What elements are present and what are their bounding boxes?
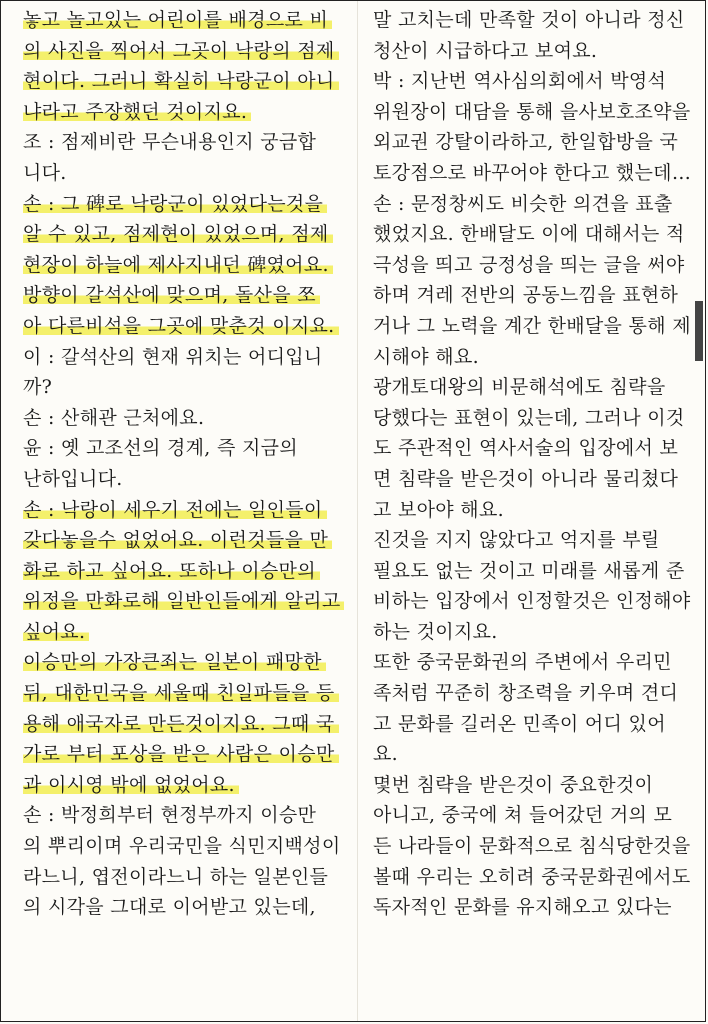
body-text: 몇번 침략을 받은것이 중요한것이: [373, 773, 654, 796]
text-line: [373, 66, 695, 97]
highlighted-text: 뒤, 대한민국을 세울때 친일파들을 등: [23, 682, 339, 704]
text-line: [373, 311, 695, 342]
text-line: [373, 36, 695, 67]
text-line: [373, 280, 695, 311]
body-text: 고 문화를 길러온 민족이 어디 있어: [373, 712, 666, 735]
text-line: [373, 739, 695, 770]
text-line: [373, 97, 695, 128]
body-text: 난하입니다.: [23, 467, 123, 490]
body-text: 극성을 띄고 긍정성을 띄는 글을 써야: [373, 253, 685, 276]
column-gutter: [357, 1, 358, 1021]
highlighted-text: 손 : 그 碑로 낙랑군이 있었다는것을: [23, 193, 327, 215]
highlighted-text: 알 수 있고, 점제현이 있었으며, 점제: [23, 223, 333, 245]
text-line: [23, 739, 353, 770]
highlighted-text: 현이다. 그러니 확실히 낙랑군이 아니: [23, 70, 339, 92]
text-line: [23, 189, 353, 220]
text-line: [23, 556, 353, 587]
text-line: [23, 342, 353, 373]
highlighted-text: 의 사진을 찍어서 그곳이 낙랑의 점제: [23, 40, 339, 62]
text-line: [23, 678, 353, 709]
body-text: 볼때 우리는 오히려 중국문화권에서도: [373, 865, 691, 888]
body-text: 손 : 박정희부터 현정부까지 이승만: [23, 804, 317, 827]
highlighted-text: 손 : 낙랑이 세우기 전에는 일인들이: [23, 499, 327, 521]
text-line: [373, 495, 695, 526]
highlighted-text: 냐라고 주장했던 것이지요.: [23, 101, 251, 123]
text-line: [23, 5, 353, 36]
text-line: [23, 464, 353, 495]
body-text: 의 시각을 그대로 이어받고 있는데,: [23, 896, 316, 919]
highlighted-text: 갖다놓을수 없었어요. 이런것들을 만: [23, 529, 332, 551]
body-text: 하는 것이지요.: [373, 620, 498, 643]
text-line: [23, 525, 353, 556]
text-line: [23, 709, 353, 740]
right-edge-bleed: [695, 301, 703, 361]
body-text: 시해야 해요.: [373, 345, 479, 368]
body-text: 손 : 문정창씨도 비슷한 의견을 표출: [373, 192, 673, 215]
text-line: [373, 892, 695, 923]
text-line: [23, 219, 353, 250]
body-text: 외교권 강탈이라하고, 한일합방을 국: [373, 131, 679, 154]
body-text: 니다.: [23, 161, 67, 184]
text-line: [23, 36, 353, 67]
text-line: [373, 800, 695, 831]
highlighted-text: 놓고 놀고있는 어린이를 배경으로 비: [23, 9, 332, 31]
text-line: [373, 189, 695, 220]
body-text: 면 침략을 받은것이 아니라 물리쳤다: [373, 467, 679, 490]
text-line: [23, 250, 353, 281]
text-line: [373, 647, 695, 678]
highlighted-text: 이승만의 가장큰죄는 일본이 패망한: [23, 651, 326, 673]
body-text: 윤 : 옛 고조선의 경계, 즉 지금의: [23, 437, 298, 460]
body-text: 조 : 점제비란 무슨내용인지 궁금합: [23, 131, 317, 154]
text-line: [373, 709, 695, 740]
highlighted-text: 아 다른비석을 그곳에 맞춘것 이지요.: [23, 315, 339, 337]
body-text: 든 나라들이 문화적으로 침식당한것을: [373, 835, 691, 858]
text-line: [373, 433, 695, 464]
text-line: [373, 5, 695, 36]
body-text: 진것을 지지 않았다고 억지를 부릴: [373, 529, 660, 552]
text-line: [23, 280, 353, 311]
text-line: [23, 892, 353, 923]
highlighted-text: 싶어요.: [23, 621, 89, 643]
text-line: [373, 250, 695, 281]
text-line: [23, 617, 353, 648]
body-text: 하며 겨레 전반의 공동느낌을 표현하: [373, 284, 679, 307]
text-line: [23, 586, 353, 617]
highlighted-text: 용해 애국자로 만든것이지요. 그때 국: [23, 713, 339, 735]
text-line: [373, 525, 695, 556]
body-text: 독자적인 문화를 유지해오고 있다는: [373, 896, 672, 919]
body-text: 청산이 시급하다고 보여요.: [373, 39, 598, 62]
body-text: 도 주관적인 역사서술의 입장에서 보: [373, 437, 679, 460]
body-text: 필요도 없는 것이고 미래를 새롭게 준: [373, 559, 685, 582]
text-line: [373, 158, 695, 189]
highlighted-text: 가로 부터 포상을 받은 사람은 이승만: [23, 743, 339, 765]
body-text: 아니고, 중국에 쳐 들어갔던 거의 모: [373, 804, 673, 827]
body-text: 박 : 지난번 역사심의회에서 박영석: [373, 70, 667, 93]
text-line: [23, 97, 353, 128]
text-line: [373, 464, 695, 495]
text-line: [23, 158, 353, 189]
text-line: [23, 66, 353, 97]
text-line: [23, 831, 353, 862]
body-text: 까?: [23, 376, 53, 399]
body-text: 고 보아야 해요.: [373, 498, 504, 521]
body-text: 토강점으로 바꾸어야 한다고 했는데…: [373, 161, 692, 184]
body-text: 이 : 갈석산의 현재 위치는 어디입니: [23, 345, 323, 368]
text-line: [23, 127, 353, 158]
text-line: [373, 372, 695, 403]
highlighted-text: 화로 하고 싶어요. 또하나 이승만의: [23, 560, 320, 582]
text-line: [23, 372, 353, 403]
text-line: [23, 311, 353, 342]
highlighted-text: 위정을 만화로해 일반인들에게 알리고: [23, 590, 344, 612]
text-line: [23, 862, 353, 893]
body-text: 했었지요. 한배달도 이에 대해서는 적: [373, 223, 685, 246]
body-text: 광개토대왕의 비문해석에도 침략을: [373, 376, 666, 399]
highlighted-text: 방향이 갈석산에 맞으며, 돌산을 쪼: [23, 284, 320, 306]
body-text: 말 고치는데 만족할 것이 아니라 정신: [373, 9, 685, 31]
body-text: 의 뿌리이며 우리국민을 식민지백성이: [23, 835, 341, 858]
text-line: [373, 586, 695, 617]
text-line: [373, 342, 695, 373]
text-line: [373, 678, 695, 709]
text-line: [373, 831, 695, 862]
body-text: 위원장이 대담을 통해 을사보호조약을: [373, 100, 691, 123]
text-line: [373, 617, 695, 648]
text-line: [373, 219, 695, 250]
text-line: [373, 770, 695, 801]
text-line: [373, 127, 695, 158]
text-line: [23, 403, 353, 434]
body-text: 또한 중국문화권의 주변에서 우리민: [373, 651, 672, 674]
body-text: 당했다는 표현이 있는데, 그러나 이것: [373, 406, 685, 429]
highlighted-text: 현장이 하늘에 제사지내던 碑였어요.: [23, 254, 333, 276]
left-text-column: [23, 5, 353, 923]
text-line: [373, 556, 695, 587]
text-line: [23, 800, 353, 831]
body-text: 거나 그 노력을 계간 한배달을 통해 제: [373, 314, 691, 337]
text-line: [23, 647, 353, 678]
body-text: 족처럼 꾸준히 창조력을 키우며 견디: [373, 682, 679, 705]
right-text-column: [373, 5, 695, 923]
text-line: [23, 770, 353, 801]
text-line: [373, 403, 695, 434]
body-text: 요.: [373, 743, 398, 766]
highlighted-text: 과 이시영 밖에 없었어요.: [23, 774, 239, 796]
text-line: [373, 862, 695, 893]
text-line: [23, 495, 353, 526]
text-line: [23, 433, 353, 464]
body-text: 손 : 산해관 근처에요.: [23, 406, 205, 429]
body-text: 비하는 입장에서 인정할것은 인정해야: [373, 590, 691, 613]
body-text: 라느니, 엽전이라느니 하는 일본인들: [23, 865, 329, 888]
